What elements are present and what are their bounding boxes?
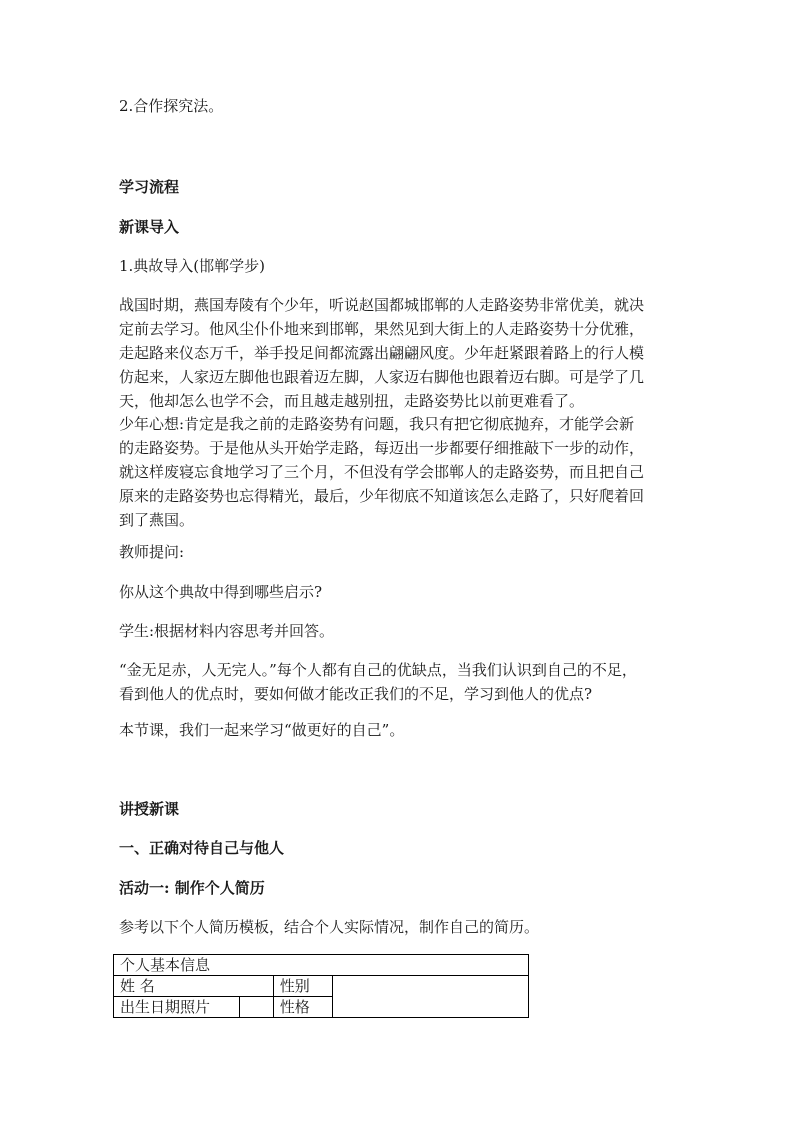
section-title-flow: 学习流程 [119,178,180,196]
text-line: 就这样废寝忘食地学习了三个月，不但没有学会邯郸人的走路姿势，而且把自己 [119,463,645,481]
text-line: 看到他人的优点时，要如何做才能改正我们的不足，学习到他人的优点? [119,685,593,703]
student-answer-text: 学生:根据材料内容思考并回答。 [119,622,335,640]
text-line: 到了燕国。 [119,511,195,529]
table-cell: 性别 [273,976,332,997]
text-line: 少年心想:肯定是我之前的走路姿势有问题，我只有把它彻底抛弃，才能学会新 [119,415,635,433]
instruction-text: 参考以下个人简历模板，结合个人实际情况，制作自己的简历。 [119,918,540,936]
activity-title-1: 活动一: 制作个人简历 [119,879,265,897]
story-paragraph-1 [119,293,679,413]
text-line: 战国时期，燕国寿陵有个少年，听说赵国都城邯郸的人走路姿势非常优美，就决 [119,296,645,314]
table-row [114,955,529,976]
part-title-1: 一、正确对待自己与他人 [119,839,285,857]
text-line: 定前去学习。他风尘仆仆地来到邯郸，果然见到大街上的人走路姿势十分优雅， [119,320,645,338]
table-cell: 性格 [273,997,332,1018]
section-title-teach: 讲授新课 [119,800,180,818]
story-paragraph-2 [119,412,679,532]
table-cell: 姓 名 [114,976,240,997]
intro-subtitle: 1.典故导入(邯郸学步) [119,257,266,275]
table-header-cell: 个人基本信息 [114,955,529,976]
quote-paragraph [119,658,679,706]
table-cell: 出生日期照片 [114,997,240,1018]
resume-template-table [113,954,529,1018]
text-line: 原来的走路姿势也忘得精光，最后，少年彻底不知道该怎么走路了，只好爬着回 [119,487,645,505]
teacher-question-label: 教师提问: [119,543,185,561]
text-line: “金无足赤，人无完人。”每个人都有自己的优缺点，当我们认识到自己的不足， [119,661,637,679]
table-cell [239,997,273,1018]
table-cell [332,976,528,1018]
section-title-intro: 新课导入 [119,218,180,236]
text-line: 的走路姿势。于是他从头开始学走路，每迈出一步都要仔细推敲下一步的动作， [119,439,645,457]
text-line: 仿起来，人家迈左脚他也跟着迈左脚，人家迈右脚他也跟着迈右脚。可是学了几 [119,368,645,386]
question-text: 你从这个典故中得到哪些启示? [119,583,323,601]
text-line: 走起路来仪态万千，举手投足间都流露出翩翩风度。少年赶紧跟着路上的行人模 [119,344,645,362]
table-cell [239,976,273,997]
table-row [114,976,529,997]
text-line: 天，他却怎么也学不会，而且越走越别扭，走路姿势比以前更难看了。 [119,392,585,410]
lesson-intro-text: 本节课，我们一起来学习“做更好的自己”。 [119,721,405,739]
method-item-2: 2.合作探究法。 [119,97,224,115]
